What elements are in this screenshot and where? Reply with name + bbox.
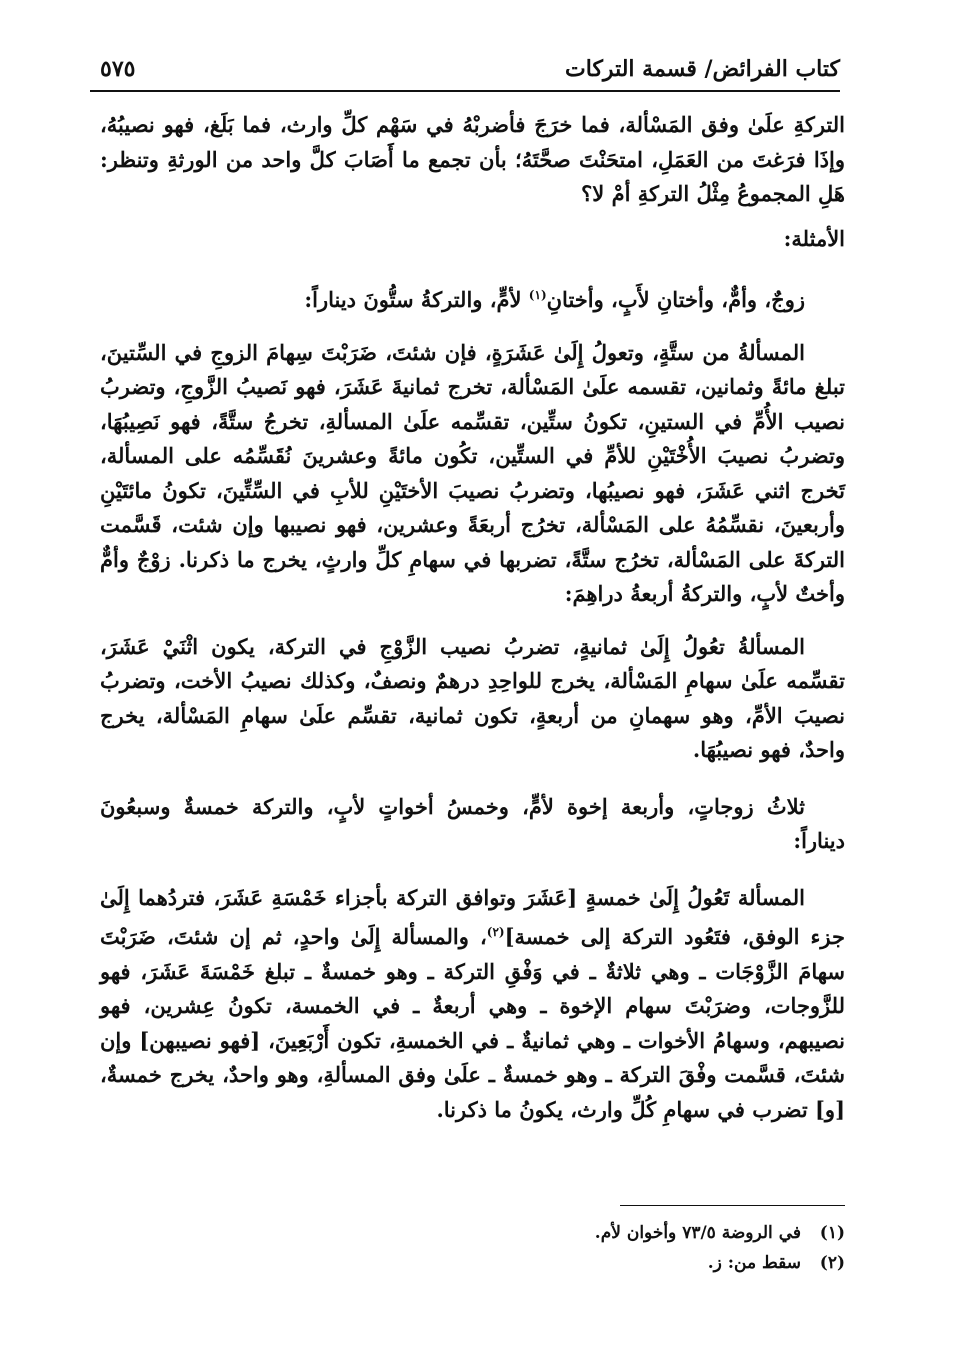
- main-text: [100, 108, 845, 1127]
- example-1-statement-b: لأمٍّ، والتركةُ ستُّونَ ديناراً:: [304, 287, 529, 312]
- footnote-2: [100, 1248, 845, 1278]
- example-1-solution-text: المسألةُ من ستَّةٍ، وتعولُ إِلَىٰ عَشَرَةٍ، فإن شئتَ، ضَرَبْتَ سِهامَ الزوجِ في السِّتينَ، تبلغ مائةً وثمانين، تقسمه علَىٰ المَسْألة، تخرج ثمانيةَ عَشَرَ، فهو نَصيبُ الزَّوجِ، وتضربُ نصيب الأُمِّ في الستينِ، تكونُ ستِّين، تقسِّمه علَىٰ المسألةِ، تخرجُ ستَّةً، فهو نَصِيبُهَا، وتضربُ نصيبَ الأُخْتَيْنِ للأمِّ في الستِّين، تكُون مائةً وعشرينَ نُقَسِّمُه على المسألة، تَخرج اثني عَشَرَ، فهو نصيبُها، وتضربُ نصيبَ الأختَيْنِ للأبِ في السِّتِّينَ، تكونُ مائتَيْنِ وأربعينَ، نقسِّمُهُ على المَسْألة، تخرُج أربعَةً وعشرين، فهو نصيبها وإن شئت، قَسَّمت التركةَ على المَسْألة، تخرُج ستَّةً، تضربها في سهامِ كلِّ وارثٍ، يخرج ما ذكرنا.: [100, 339, 845, 572]
- running-header: [90, 50, 840, 92]
- example-3-solution: [100, 881, 845, 1128]
- footnote-1-text: في الروضة ٧٣/٥ وأخوان لأم.: [594, 1223, 801, 1243]
- header-title: كتاب الفرائض/ قسمة التركات: [565, 56, 840, 82]
- footnote-1-number: (١): [819, 1223, 845, 1243]
- footnotes: [100, 1218, 845, 1278]
- footnote-separator: [620, 1205, 845, 1206]
- page-number: ٥٧٥: [100, 56, 136, 82]
- example-1-solution: [100, 336, 845, 612]
- example-2-solution: المسألةُ تعُولُ إِلَىٰ ثمانيةٍ، تضربُ نصيب الزَّوْجِ في التركة، يكون اثْنَيْ عَشَرَ، تقسِّمه علَىٰ سهامِ المَسْألة، يخرج للواحِدِ درهمٌ ونصفٌ، وكذلك نصيبُ الأخت، وتضربُ نصيبَ الأمِّ، وهو سهمانِ من أربعةٍ، تكون ثمانية، تقسِّم علَىٰ سهامِ المَسْألة، يخرج واحدٌ، فهو نصيبُهَا.: [100, 633, 845, 762]
- examples-heading: الأمثلة:: [783, 225, 845, 251]
- example-3-solution-b: ، والمسألة إِلَىٰ واحدٍ، ثم إن شئتَ، ضَرَبْتَ سهامَ الزَّوْجَات ـ وهي ثلاثةٌ ـ في وَفْقِ التركة ـ وهو خمسةٌ ـ تبلغ خَمْسَةَ عَشَرَ، فهو للزَّوجات، وضرَبْتَ سهام الإخوة ـ وهي أربعةٌ ـ في الخمسة، تكونُ عِشرين، فهو نصيبهم، وسهامُ الأخوات ـ وهي ثمانيةٌ ـ في الخمسةِ، تكون أَرْبَعِينَ، [فهو نصيبهن] وإن شئتَ، قسَّمت وفْقَ التركة ـ وهو خمسةٌ ـ علَىٰ وفق المسألةِ، وهو واحدٌ، يخرج خمسةٌ، [و] تضرب في سهامِ كُلِّ وارث، يكونُ ما ذكرنا.: [100, 924, 845, 1122]
- example-3-statement: ثلاثُ زوجاتٍ، وأربعة إخوة لأمٍّ، وخمسُ أخواتٍ لأبٍ، والتركة خمسةٌ وسبعُونَ ديناراً:: [100, 793, 845, 853]
- example-2-statement: زوْجٌ وأمٌّ وأختٌ لأبٍ، والتركةُ أربعةُ دراهِمَ:: [100, 546, 845, 606]
- footnote-2-text: سقط من: ز.: [707, 1253, 801, 1273]
- footnote-1: [100, 1218, 845, 1248]
- footnote-ref-1: (١): [528, 288, 547, 302]
- opening-paragraph: التركةِ علَىٰ وفق المَسْألة، فما خرَجَ فأضربْهُ في سَهْم كلِّ وارث، فما بَلَغ، فهو نصيبُهُ، وإذَا فرَغتَ من العَمَلِ، امتحَنْتَ صحَّتَهُ؛ بأن تجمع ما أَصَابَ كلَّ واحد من الورثةِ وتنظر: هَلِ المجموعُ مِثْلُ التركةِ أمْ لا؟: [100, 112, 845, 206]
- footnote-ref-2: (٢): [486, 925, 505, 939]
- example-1-statement-a: زوجٌ، وأمٌّ، وأختانِ لأَبٍ، وأختانِ: [546, 287, 805, 312]
- footnote-2-number: (٢): [819, 1253, 845, 1273]
- example-3-solution-a: المسألة تَعُولُ إِلَىٰ خمسةٍ [عَشَرَ وتوافق التركة بأجزاء خَمْسَةِ عَشَرَ، فتردُهما إِلَىٰ جزء الوفق، فتَعُود التركة إلى خمسة]: [100, 884, 845, 949]
- example-1-statement: [100, 278, 845, 318]
